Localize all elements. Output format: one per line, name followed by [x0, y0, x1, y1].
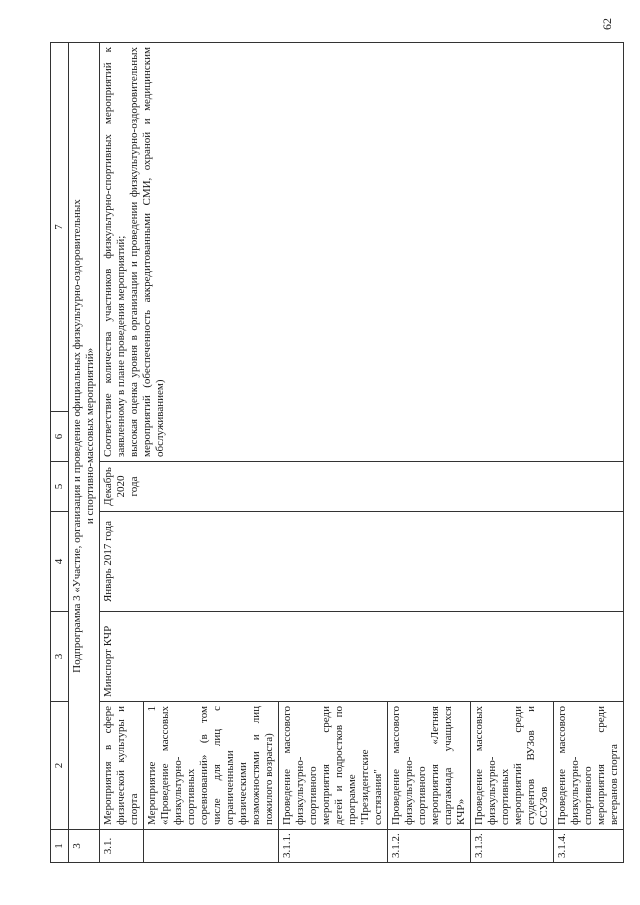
subprogram-code: 3 [69, 830, 100, 863]
row-end-date: Декабрь 2020 года [100, 462, 624, 512]
row-name: Проведение массового физкультурно-спортивного мероприятия среди детей и подростков по программе "Президентские состязания" [279, 702, 388, 830]
subprogram-title-line-2: и спортивно-массовых мероприятий» [84, 347, 96, 525]
row-code: 3.1.3. [471, 830, 554, 863]
rotated-table-container [50, 43, 620, 863]
subprogram-row [69, 43, 100, 863]
column-number: 6 [51, 412, 69, 462]
subprogram-title-line-1: Подпрограмма 3 «Участие, организация и проведение официальных физкультурно-оздоровительных [71, 199, 83, 673]
row-name: Мероприятие 1 «Проведение массовых физкультурно-спортивных соревнований» (в том числе для лиц с ограниченными физическими возможностями и лиц пожилого возраста) [144, 702, 279, 830]
row-start-date: Январь 2017 года [100, 512, 624, 612]
row-code: 3.1. [100, 830, 144, 863]
subprogram-title [69, 43, 100, 830]
row-name: Проведение массового физкультурно-спортивного мероприятия среди ветеранов спорта [554, 702, 624, 830]
column-number: 1 [51, 830, 69, 863]
action-plan-table [50, 42, 624, 863]
row-code [144, 830, 279, 863]
column-number: 5 [51, 462, 69, 512]
row-name: Проведение массовых физкультурно-спортивных мероприятий среди студентов ВУЗов и ССУЗов [471, 702, 554, 830]
row-code: 3.1.4. [554, 830, 624, 863]
column-number: 4 [51, 512, 69, 612]
row-executor: Минспорт КЧР [100, 612, 624, 702]
column-number: 7 [51, 43, 69, 412]
column-number: 2 [51, 702, 69, 830]
row-expected-result: Соответствие количества участников физкультурно-спортивных мероприятий к заявленному в плане проведения мероприятий; высокая оценка уровня в организации и проведении физкультурно-оздоровительных мероприятий (обеспеченность аккредитованными СМИ, охраной и медицинским обслуживанием) [100, 43, 624, 462]
row-name: Проведение массового физкультурно-спортивного мероприятия «Летняя спартакиада учащихся КЧР» [388, 702, 471, 830]
page-number: 62 [600, 18, 614, 30]
column-number: 3 [51, 612, 69, 702]
row-name: Мероприятия в сфере физической культуры и спорта [100, 702, 144, 830]
column-number-row [51, 43, 69, 863]
row-code: 3.1.2. [388, 830, 471, 863]
table-row [100, 43, 144, 863]
row-code: 3.1.1. [279, 830, 388, 863]
